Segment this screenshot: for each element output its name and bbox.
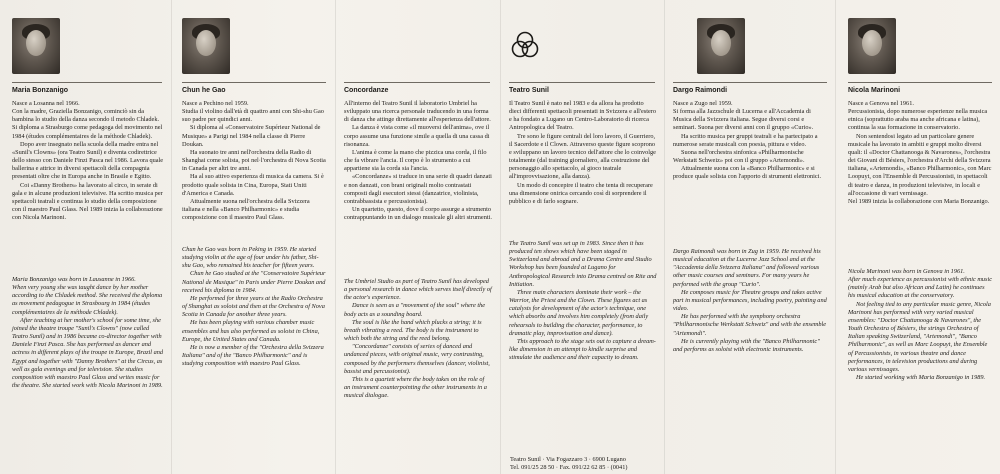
paragraph: This is a quartett where the body takes on the role of an instrument counterpointing the other instruments in a musical dialogue.: [344, 375, 487, 400]
section-title: Teatro Sunil: [509, 87, 549, 94]
paragraph: Nicola Marinoni was born in Genova in 1961.: [848, 268, 965, 275]
paragraph: L'anima è come la mano che pizzica una corda, il filo che fa vibrare l'ancia. Il corpo è lo strumento a cui appartiene sia la corda sia l'ancia.: [344, 148, 487, 173]
paragraph: The soul is like the hand which plucks a string; it is breath vibrating a reed. The body is the instrument to which both the string and the reed belong.: [344, 318, 482, 343]
divider: [509, 82, 655, 83]
bio-text-italian: [848, 100, 993, 206]
paragraph: Maria Bonzanigo was born in Lausanne in 1966.: [12, 276, 136, 283]
paragraph: Tre sono le figure centrali del loro lavoro, il Guerriero, il Sacerdote e il Clown. Attraverso queste figure scoprono e sviluppano un lavoro tecnico dell'attore che lo coinvolge totalmente (dal training giornaliero, alla costruzione del personaggio allo spettacolo, al gioco teatrale all'improvvisazione, alla danza).: [509, 132, 656, 181]
column-chun-he-gao: [172, 0, 335, 474]
paragraph: Un quartetto, questo, dove il corpo assurge a strumento contrappuntando in un dialogo musicale gli altri strumenti.: [344, 206, 492, 222]
section-text-italian: [344, 100, 492, 222]
paragraph: "Concordanze" consists of series of danced and undanced pieces, with original music, very contrasting, composed by the performers themselves (dancer, violinist, bassist and percussionist).: [344, 343, 490, 375]
column-dargo-raimondi: [665, 0, 835, 474]
paragraph: Si diploma al «Conservatoire Supérieur National de Musique» a Parigi nel 1984 nella classe di Pierre Doukan.: [182, 124, 321, 148]
paragraph: Dance is seen as a "movement of the soul" where the body acts as a sounding board.: [344, 302, 486, 318]
paragraph: Percussionista, dopo numerose esperienze nella musica etnica (soprattutto araba ma anche africana e latina), continua la sua formazione in conservatorio.: [848, 108, 988, 132]
paragraph: «Concordanze» si traduce in una serie di quadri danzati e non danzati, con brani originali molto contrastati composti dagli esecutori stessi (danzatrice, violinista, contrabbassista e percussionista).: [344, 173, 492, 205]
paragraph: Nasce a Pechino nel 1959.: [182, 100, 249, 107]
paragraph: After much experience as percussionist with ethnic music (mainly Arab but also African and Latin) he continues his musical education at the conservatory.: [848, 276, 993, 300]
paragraph: Not feeling tied to any particular music genre, Nicola Marinoni has performed with very varied musical ensembles: "Doctor Chattanooga & Navarones", the Youth Orchestra of Bésiers, the strings Orchestra of Italian speaking Switzerland, "Artemondi", "Banco Philharmonic", as well as Marc Loopuyt, the Ensemble of Percussionists, in various theatre and dance performances, in television productions and during various vernissages.: [848, 300, 991, 373]
bio-text-italian: [12, 100, 164, 222]
paragraph: Attualmente suona con la «Banco Philharmonic» e si produce quale solista con l'apporto di strumenti elettronici.: [673, 165, 822, 181]
bio-text-english: [673, 248, 828, 354]
paragraph: Con la madre, Graziella Bonzanigo, cominciò sin da bambina lo studio della danza secondo il metodo Chladek. Si diploma a Strasburgo come pedagoga del movimento nel 1984 (études complémentaires de la méthode Chladek).: [12, 108, 163, 140]
paragraph: He is now a member of the "Orchestra della Svizzera Italiana" and of the "Banco Philharmonic" and is studying composition with maestro Paul Glass.: [182, 343, 324, 368]
paragraph: Il Teatro Sunil è nato nel 1983 e da allora ha prodotto dieci differenti spettacoli presentati in Svizzera e all'estero e ha fondato a Lugano un Centro-Laboratorio di ricerca Antropologica del Teatro.: [509, 100, 657, 132]
paragraph: Studia il violino dall'età di quattro anni con Shi-shu Gao suo padre per quindici anni.: [182, 108, 324, 124]
column-concordanze: [336, 0, 500, 474]
paragraph: Chun he Gao was born in Peking in 1959. He started studying violin at the age of four under his father, Shi-shu Gao, who remained his teacher for fifteen years.: [182, 246, 319, 270]
portrait-photo: [848, 18, 896, 74]
paragraph: Nasce a Genova nel 1961.: [848, 100, 914, 107]
column-nicola-marinoni: [836, 0, 1000, 474]
contact-footer: [510, 456, 627, 472]
paragraph: Non sentendosi legato ad un particolare genere musicale ha lavorato in ambiti e gruppi molto diversi quali: il «Doctor Chattanooga & Navarones», l'orchestra dei Giovani di Bésiers, l'orchestra d'Archi della Svizzera italiana, «Artemondi», «Banco Philharmonic», con Marc Loopuyt, con l'Ensemble di Percussionisti, in spettacoli di teatro e danza, in produzioni televisive, in locali e all'occasione di vari vernissage.: [848, 132, 992, 197]
paragraph: The Umbriel Studio as part of Teatro Sunil has developed a personal research in dance which serves itself directly of the actor's experience.: [344, 278, 492, 302]
bio-text-english: [12, 276, 164, 390]
paragraph: He performed for three years at the Radio Orchestra of Shanghai as soloist and then at the Orchestra of Nova Scotia in Canada for another three years.: [182, 294, 325, 319]
paragraph: He started working with Maria Bonzanigo in 1989.: [856, 374, 986, 382]
paragraph: Dopo aver insegnato nella scuola della madre entra nel «Sunil's Clowns» (ora Teatro Sunil) e diventa codirettrice dello stesso con Daniele Finzi Pasca nel 1986. Lavora quale ballerina e attrice in diversi spettacoli della compagnia presentati oltre che in Europa anche in Brasile e Egitto.: [12, 140, 164, 181]
paragraph: He has been playing with various chamber music ensembles and has also performed as soloist in China, Europe, the United States and Canada.: [182, 319, 320, 343]
bio-text-italian: [182, 100, 327, 222]
divider: [673, 82, 827, 83]
paragraph: He composes music for Theatre groups and takes active part in musical performances, including poetry, painting and video.: [673, 288, 827, 313]
paragraph: Coi «Danny Brothers» ha lavorato al circo, in serate di gala e in alcune produzioni televisive. Ha scritto musica per spettacoli teatrali e continua lo studio della composizione con il maestro Paul Glass. Nel 1989 inizia la collaborazione con Nicola Marinoni.: [12, 181, 163, 222]
paragraph: Suona nell'orchestra sinfonica «Philharmonische Werkstatt Schweiz» poi con il gruppo «Artemondi».: [673, 148, 805, 165]
paragraph: The Teatro Sunil was set up in 1983. Since then it has produced ten shows which have been staged in Switzerland and abroad and a Drama Centre and Studio Workshop has been founded at Lugano for Anthropological Research into Drama centred on Rite and Initiation.: [509, 240, 657, 288]
column-maria-bonzanigo: [0, 0, 171, 474]
divider: [12, 82, 162, 83]
paragraph: Un modo di concepire il teatro che tenta di recuperare una dimensione onirica cercando così di sorprendere il pubblico e di farlo sognare.: [509, 181, 653, 205]
paragraph: Chun he Gao studied at the "Conservatoire Supérieur National de Musique" in Paris under Pierre Doukan and received his diploma in 1984.: [182, 270, 326, 294]
portrait-photo: [697, 18, 745, 74]
paragraph: La danza è vista come «il muoversi dell'anima», ove il corpo assume una funzione simile a quella di una cassa di risonanza.: [344, 124, 490, 148]
section-text-english: [509, 240, 657, 362]
paragraph: Si forma alla Jazzschule di Lucerna e all'Accademia di Musica della Svizzera italiana. Segue diversi corsi e seminari. Suona per diversi anni con il gruppo «Curio».: [673, 108, 814, 132]
paragraph: Ha al suo attivo esperienza di musica da camera. Si è prodotto quale solista in Cina, Europa, Stati Uniti d'America e Canada.: [182, 173, 324, 197]
bio-name: Dargo Raimondi: [673, 87, 728, 94]
portrait-photo: [182, 18, 230, 74]
bio-name: Nicola Marinoni: [848, 87, 901, 94]
paragraph: When very young she was taught dance by her mother according to the Chladek method. She received the diploma as movement pedagogue in Strasbourg in 1984 (études complémentaires de la méthode Chladek).: [12, 284, 163, 316]
paragraph: All'interno del Teatro Sunil il laboratorio Umbriel ha sviluppato una ricerca personale traducendo in una forma di danza che attinge direttamente all'esperienza dell'attore.: [344, 100, 491, 124]
paragraph: Nasce a Zugo nel 1959.: [673, 100, 733, 107]
paragraph: Nasce a Losanna nel 1966.: [12, 100, 80, 107]
divider: [344, 82, 490, 83]
paragraph: This approach to the stage sets out to capture a dream-like dimension in an attempt to kindle surprise and stimulate the audience and their capacity to dream.: [509, 337, 656, 362]
section-title: Concordanze: [344, 87, 389, 94]
bio-text-english: [848, 268, 993, 382]
paragraph: Three main characters dominate their work – the Warrior, the Priest and the Clown. These figures act as catalysts for development of the actor's technique, one which absorbs and involves him completely (from daily rehearsals to building the character, performance, to dramatic play, improvisation and dance).: [509, 288, 649, 337]
divider: [182, 82, 326, 83]
paragraph: Attualmente suona nell'orchestra della Svizzera italiana e nella «Banco Philharmonic» e studia composizione con il maestro Paul Glass.: [182, 197, 310, 222]
bio-name: Chun he Gao: [182, 87, 226, 94]
paragraph: He has performed with the symphony orchestra "Philharmonische Werkstatt Schweiz" and with the ensemble "Artemondi".: [673, 313, 827, 337]
bio-text-english: [182, 246, 327, 368]
paragraph: Ha scritto musica per gruppi teatrali e ha partecipato a numerose serate musicali con poesia, pittura e video.: [673, 132, 818, 148]
column-teatro-sunil: [501, 0, 664, 474]
bio-name: Maria Bonzanigo: [12, 87, 69, 94]
paragraph: Ha suonato tre anni nell'orchestra della Radio di Shanghai come solista, poi nel·l'orchestra di Nova Scotia in Canada per altri tre anni.: [182, 148, 326, 173]
bio-text-italian: [673, 100, 828, 182]
paragraph: After teaching at her mother's school for some time, she joined the theatre troupe "Sunil's Clowns" (now called Teatro Sunil) and in 1986 became co-director together with Daniele Finzi Pasca. She has performed as dancer and actress in different plays of the troupe in Europe, Brazil and Egypt and together with "Danny Brothers" at the Circus, as well as gala evenings and for television. She studies composition with maestro Paul Glass and writes music for the theatre. She started work with Nicola Marinoni in 1989.: [12, 316, 164, 390]
paragraph: Nel 1989 inizia la collaborazione con Maria Bonzanigo.: [848, 197, 990, 205]
footer-phone: Tel. 091/25 28 50 · Fax. 091/22 62 85 · (0041): [510, 464, 628, 471]
section-text-english: [344, 278, 492, 400]
paragraph: Dargo Raimondi was born in Zug in 1959. He received his musical education at the Lucerne Jazz School and at the "Accademia della Svizzera Italiana" and followed various other music courses and seminars. For many years he performed with the group "Curio".: [673, 248, 821, 288]
footer-address: Teatro Sunil · Via Fogazzaro 3 · 6900 Lugano: [510, 456, 626, 463]
paragraph: He is currently playing with the "Banco Philharmonic" and performs as soloist with electronic instruments.: [673, 337, 820, 353]
portrait-photo: [12, 18, 60, 74]
divider: [848, 82, 992, 83]
section-text-italian: [509, 100, 657, 206]
